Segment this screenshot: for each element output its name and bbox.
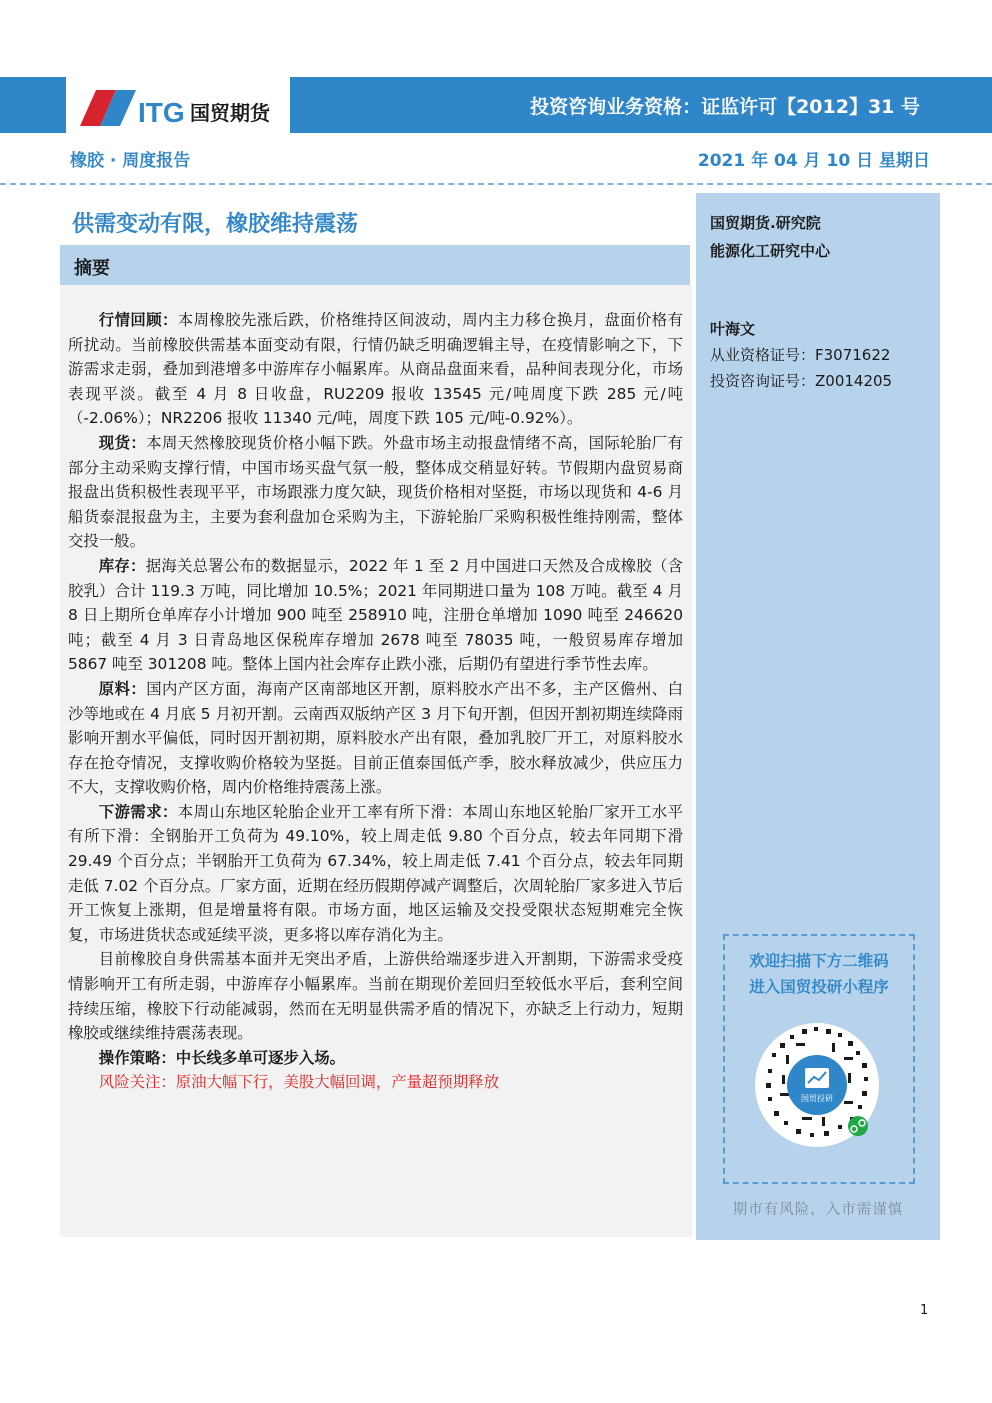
logo-en: ITG: [138, 97, 185, 128]
qualification-text: 投资咨询业务资格：证监许可【2012】31 号: [530, 96, 920, 118]
sidebar-center: 能源化工研究中心: [710, 242, 831, 260]
paragraph-spot: [68, 431, 683, 554]
header-divider: [0, 183, 992, 185]
paragraph-raw-material: [68, 677, 683, 800]
para-lead: 现货：: [98, 433, 147, 452]
qr-caption-line1: 欢迎扫描下方二维码: [749, 952, 889, 970]
paragraph-inventory: [68, 554, 683, 677]
report-title: 供需变动有限，橡胶维持震荡: [72, 212, 359, 237]
para-text: 本周山东地区轮胎企业开工率有所下滑：本周山东地区轮胎厂家开工水平有所下滑：全钢胎开工负荷为 49.10%，较上周走低 9.80 个百分点，较去年同期下滑 29.49 个百分点；半钢胎开工负荷为 67.34%，较上周走低 7.41 个百分点，较去年同期走低 7.02 个百分点。厂家方面，近期在经历假期停减产调整后，次周轮胎厂家多进入节后开工恢复上涨期，但是增量将有限。市场方面，地区运输及交投受限状态短期难完全恢复，市场进货状态或延续平淡，更多将以库存消化为主。: [68, 802, 683, 944]
report-category: 橡胶 · 周度报告: [70, 151, 191, 171]
abstract-bar: [60, 245, 690, 285]
para-text: 国内产区方面，海南产区南部地区开割，原料胶水产出不多，主产区儋州、白沙等地或在 4 月底 5 月初开割。云南西双版纳产区 3 月下旬开割，但因开割初期连续降雨影响开割水平偏低，同时因开割初期，原料胶水产出有限，叠加乳胶厂开工，对原料胶水存在抢夺情况，支撑收购价格较为坚挺。目前正值泰国低产季，胶水释放减少，供应压力不大，支撑收购价格，周内价格维持震荡上涨。: [68, 679, 683, 797]
analyst-license-1: 从业资格证号：F3071622: [710, 346, 891, 364]
para-text: 本周橡胶先涨后跌，价格维持区间波动，周内主力移仓换月，盘面价格有所扰动。当前橡胶供需基本面变动有限，行情仍缺乏明确逻辑主导，在疫情影响之下，下游需求走弱，叠加到港增多中游库存小幅累库。从商品盘面来看，品种间表现分化，市场表现平淡。截至 4 月 8 日收盘，RU2209 报收 13545 元/吨周度下跌 285 元/吨（-2.06%）；NR2206 报收 11340 元/吨，周度下跌 105 元/吨-0.92%）。: [68, 311, 683, 428]
abstract-label: 摘要: [74, 258, 110, 279]
para-lead: 行情回顾：: [98, 311, 178, 329]
itg-logo: [78, 86, 278, 128]
paragraph-downstream: [68, 800, 683, 948]
qr-caption: [723, 948, 915, 1000]
risk-line: 风险关注：原油大幅下行，美股大幅回调，产量超预期释放: [98, 1073, 499, 1092]
risk-disclaimer: 期市有风险，入市需谨慎: [732, 1202, 904, 1218]
qr-caption-line2: 进入国贸投研小程序: [749, 978, 889, 996]
qr-label: 国贸投研: [801, 1094, 833, 1103]
report-date: 2021 年 04 月 10 日 星期日: [697, 151, 930, 171]
para-lead: 原料：: [98, 679, 147, 698]
para-text: 本周天然橡胶现货价格小幅下跌。外盘市场主动报盘情绪不高，国际轮胎厂有部分主动采购支撑行情，中国市场买盘气氛一般，整体成交稍显好转。节假期内盘贸易商报盘出货积极性表现平平，市场跟涨力度欠缺，现货价格相对坚挺，市场以现货和 4-6 月船货泰混报盘为主，主要为套利盘加仓采购为主，下游轮胎厂采购积极性维持刚需，整体交投一般。: [68, 433, 683, 551]
para-lead: 库存：: [98, 556, 146, 575]
para-lead: 下游需求：: [98, 802, 178, 821]
analyst-license-2: 投资咨询证号：Z0014205: [710, 372, 893, 390]
page-number: 1: [920, 1303, 929, 1318]
para-text: 据海关总署公布的数据显示，2022 年 1 至 2 月中国进口天然及合成橡胶（含胶乳）合计 119.3 万吨，同比增加 10.5%；2021 年同期进口量为 108 万吨。截至 4 月 8 日上期所仓单库存小计增加 900 吨至 258910 吨，注册仓单增加 1090 吨至 246620 吨；截至 4 月 3 日青岛地区保税库存增加 2678 吨至 78035 吨，一般贸易库存增加 5867 吨至 301208 吨。整体上国内社会库存止跌小涨，后期仍有望进行季节性去库。: [68, 556, 683, 674]
paragraph-market-review: [68, 308, 683, 431]
sidebar-org: 国贸期货.研究院: [710, 214, 821, 232]
mini-program-qr-code[interactable]: [752, 1013, 882, 1163]
logo-cn: 国贸期货: [190, 101, 270, 125]
para-text: 目前橡胶自身供需基本面并无突出矛盾，上游供给端逐步进入开割期，下游需求受疫情影响开工有所走弱，中游库存小幅累库。当前在期现价差回归至较低水平后，套利空间持续压缩，橡胶下行动能减弱，然而在无明显供需矛盾的情况下，亦缺乏上行动力，短期橡胶或继续维持震荡表现。: [68, 950, 683, 1043]
report-body: [68, 308, 683, 1095]
analyst-name: 叶海文: [710, 320, 756, 338]
strategy-text: 操作策略：中长线多单可逐步入场。: [98, 1048, 346, 1067]
paragraph-summary: [68, 947, 683, 1045]
strategy-line: [68, 1046, 683, 1071]
